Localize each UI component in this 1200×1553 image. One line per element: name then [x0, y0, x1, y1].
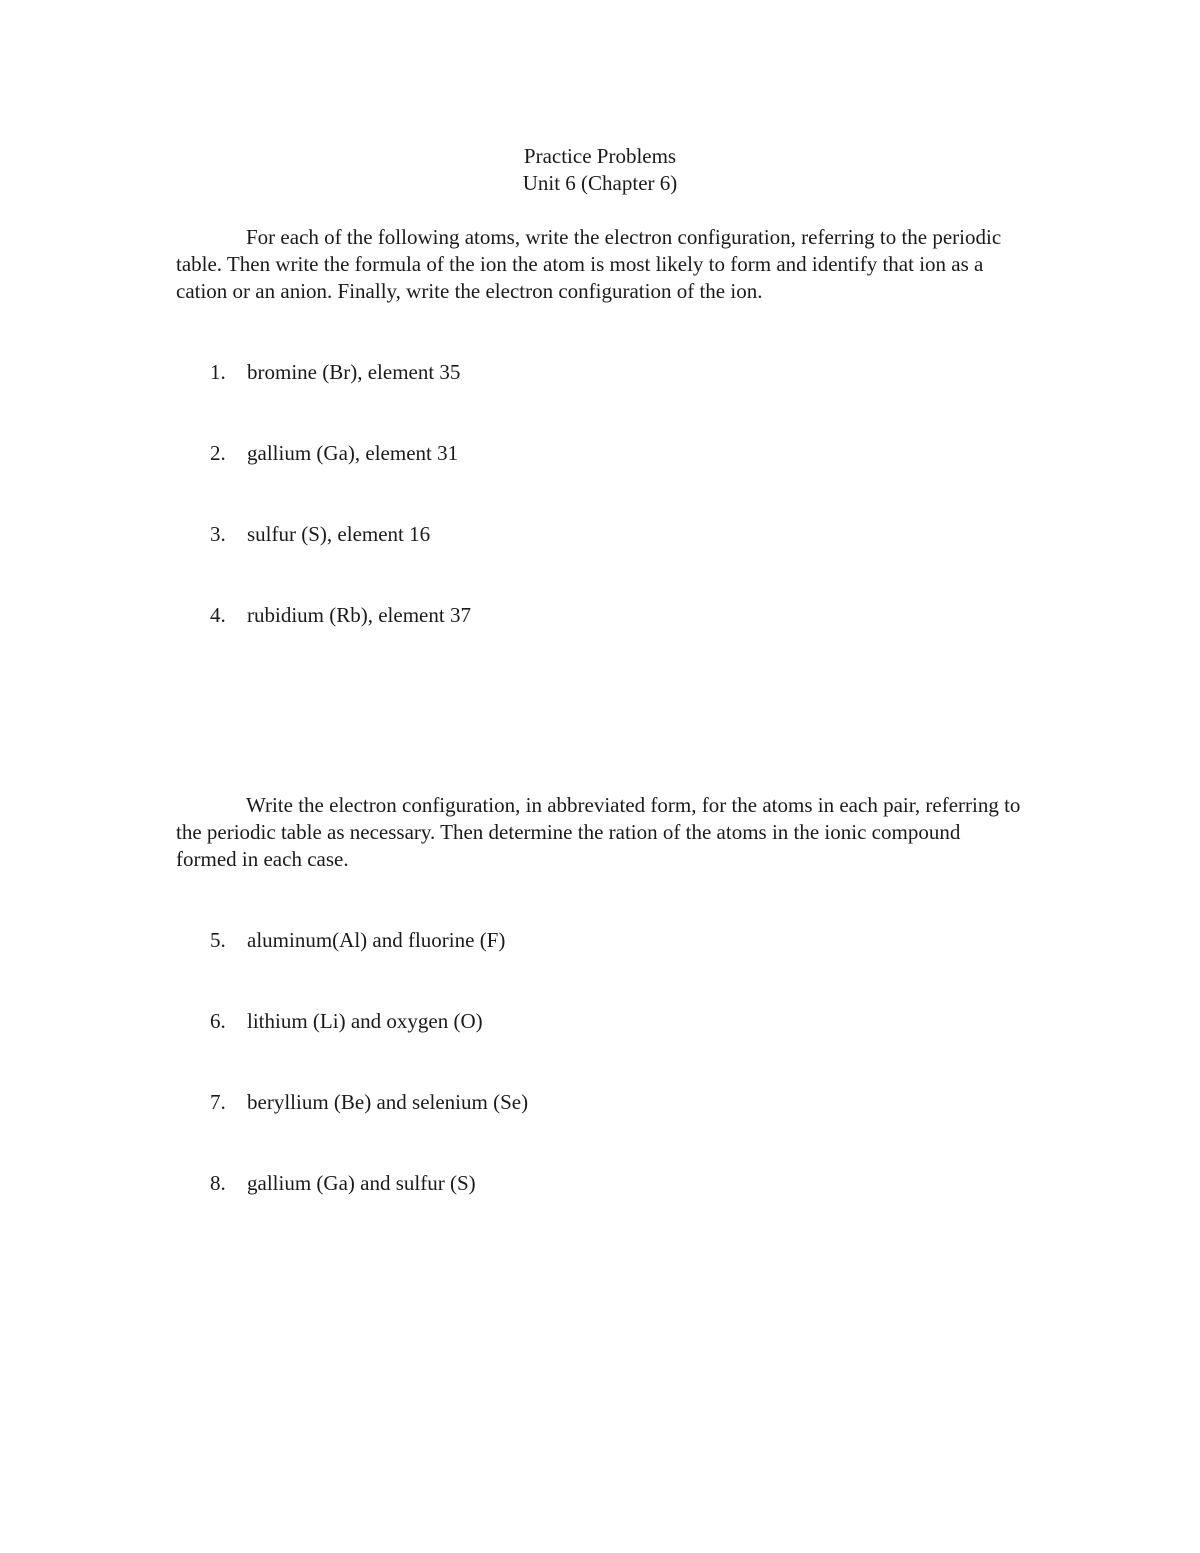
list-item: [176, 602, 1026, 629]
list-item: [176, 927, 1026, 954]
list-item: [176, 440, 1026, 467]
section2-instructions: Write the electron configuration, in abbreviated form, for the atoms in each pair, referring to the periodic table as necessary. Then determine the ration of the atoms in the ionic compound formed in each case.: [176, 793, 1021, 871]
item-number: 1.: [210, 360, 226, 384]
item-text: bromine (Br), element 35: [247, 360, 461, 384]
page-subtitle: Unit 6 (Chapter 6): [522, 171, 678, 195]
list-item: [176, 1008, 1026, 1035]
item-number: 8.: [210, 1171, 226, 1195]
item-text: beryllium (Be) and selenium (Se): [247, 1090, 529, 1114]
item-text: aluminum(Al) and fluorine (F): [247, 928, 506, 952]
list-item: [176, 359, 1026, 386]
item-number: 2.: [210, 441, 226, 465]
item-text: gallium (Ga), element 31: [247, 441, 459, 465]
list-item: [176, 1089, 1026, 1116]
item-text: sulfur (S), element 16: [247, 522, 431, 546]
list-item: [176, 521, 1026, 548]
item-text: lithium (Li) and oxygen (O): [247, 1009, 483, 1033]
item-number: 4.: [210, 603, 226, 627]
item-number: 7.: [210, 1090, 226, 1114]
section1-instructions: For each of the following atoms, write the electron configuration, referring to the periodic table. Then write the formula of the ion the atom is most likely to form and identify that ion as a cation or an anion. Finally, write the electron configuration of the ion.: [176, 225, 1002, 303]
item-number: 3.: [210, 522, 226, 546]
item-number: 6.: [210, 1009, 226, 1033]
item-number: 5.: [210, 928, 226, 952]
page-title: Practice Problems: [523, 144, 677, 168]
item-text: rubidium (Rb), element 37: [247, 603, 471, 627]
list-item: [176, 1170, 1026, 1197]
item-text: gallium (Ga) and sulfur (S): [247, 1171, 476, 1195]
